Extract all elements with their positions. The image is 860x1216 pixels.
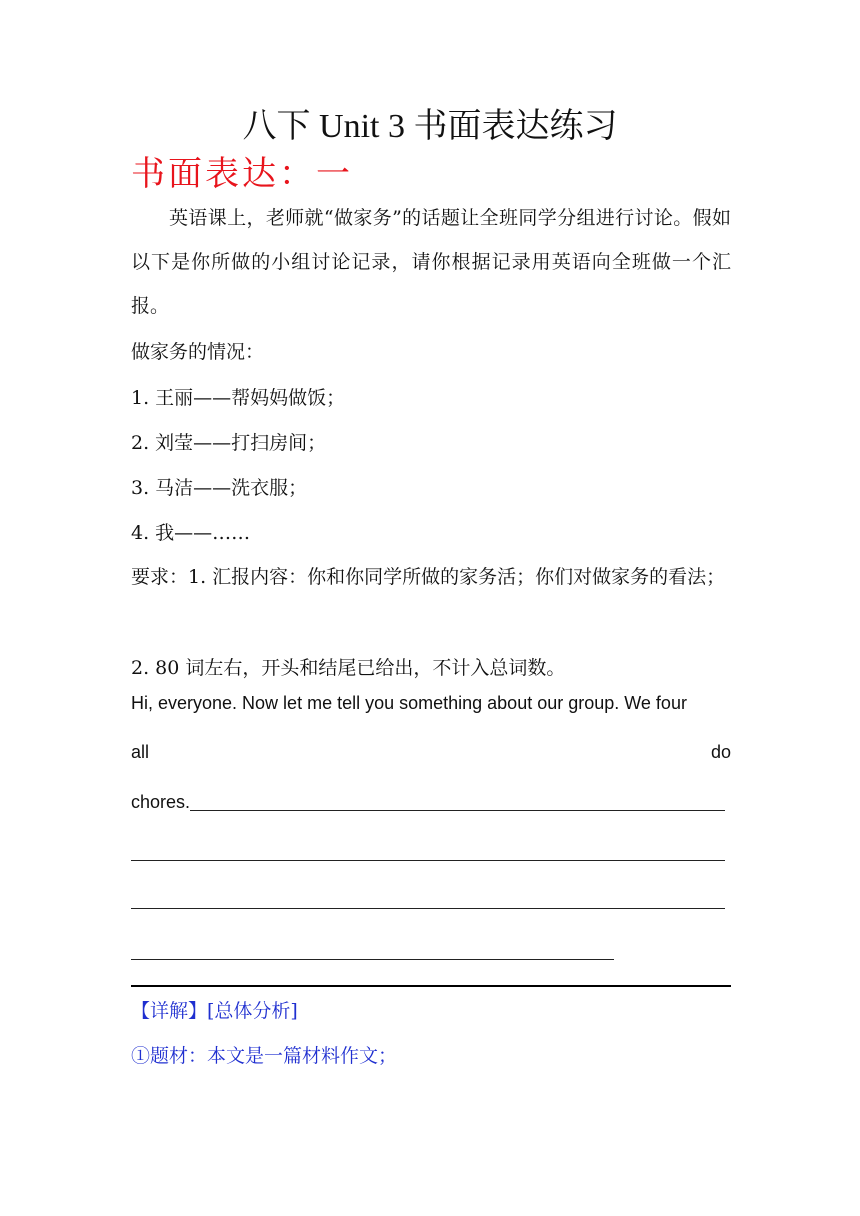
chore-item: 4. 我——……: [131, 522, 251, 544]
section-divider: [131, 985, 731, 987]
chore-item: 2. 刘莹——打扫房间；: [131, 432, 327, 454]
analysis-item: ①题材：本文是一篇材料作文；: [131, 1045, 398, 1067]
section-heading: 书面表达：一: [131, 154, 353, 194]
answer-blank-line[interactable]: [131, 908, 725, 909]
requirement-2: 2. 80 词左右，开头和结尾已给出，不计入总词数。: [131, 657, 566, 679]
task-description: 英语课上，老师就“做家务”的话题让全班同学分组进行讨论。假如以下是你所做的小组讨论记录，请你根据记录用英语向全班做一个汇报。: [131, 207, 731, 317]
answer-blank-line[interactable]: [131, 959, 614, 960]
essay-line-3: chores.: [131, 792, 191, 812]
answer-blank-line[interactable]: [190, 810, 725, 811]
essay-line-2: [131, 737, 731, 767]
requirement-1: 要求：1. 汇报内容：你和你同学所做的家务活；你们对做家务的看法；: [131, 566, 726, 588]
essay-opening-line: Hi, everyone. Now let me tell you something about our group. We four: [131, 693, 687, 713]
essay-word-all: all: [131, 742, 150, 762]
chore-item: 3. 马洁——洗衣服；: [131, 477, 308, 499]
chores-label: 做家务的情况：: [131, 341, 265, 363]
page-title: 八下 Unit 3 书面表达练习: [242, 108, 618, 145]
chore-item: 1. 王丽——帮妈妈做饭；: [131, 387, 346, 409]
answer-blank-line[interactable]: [131, 860, 725, 861]
essay-word-do: do: [710, 742, 731, 762]
analysis-heading: 【详解】[总体分析]: [131, 1000, 298, 1022]
